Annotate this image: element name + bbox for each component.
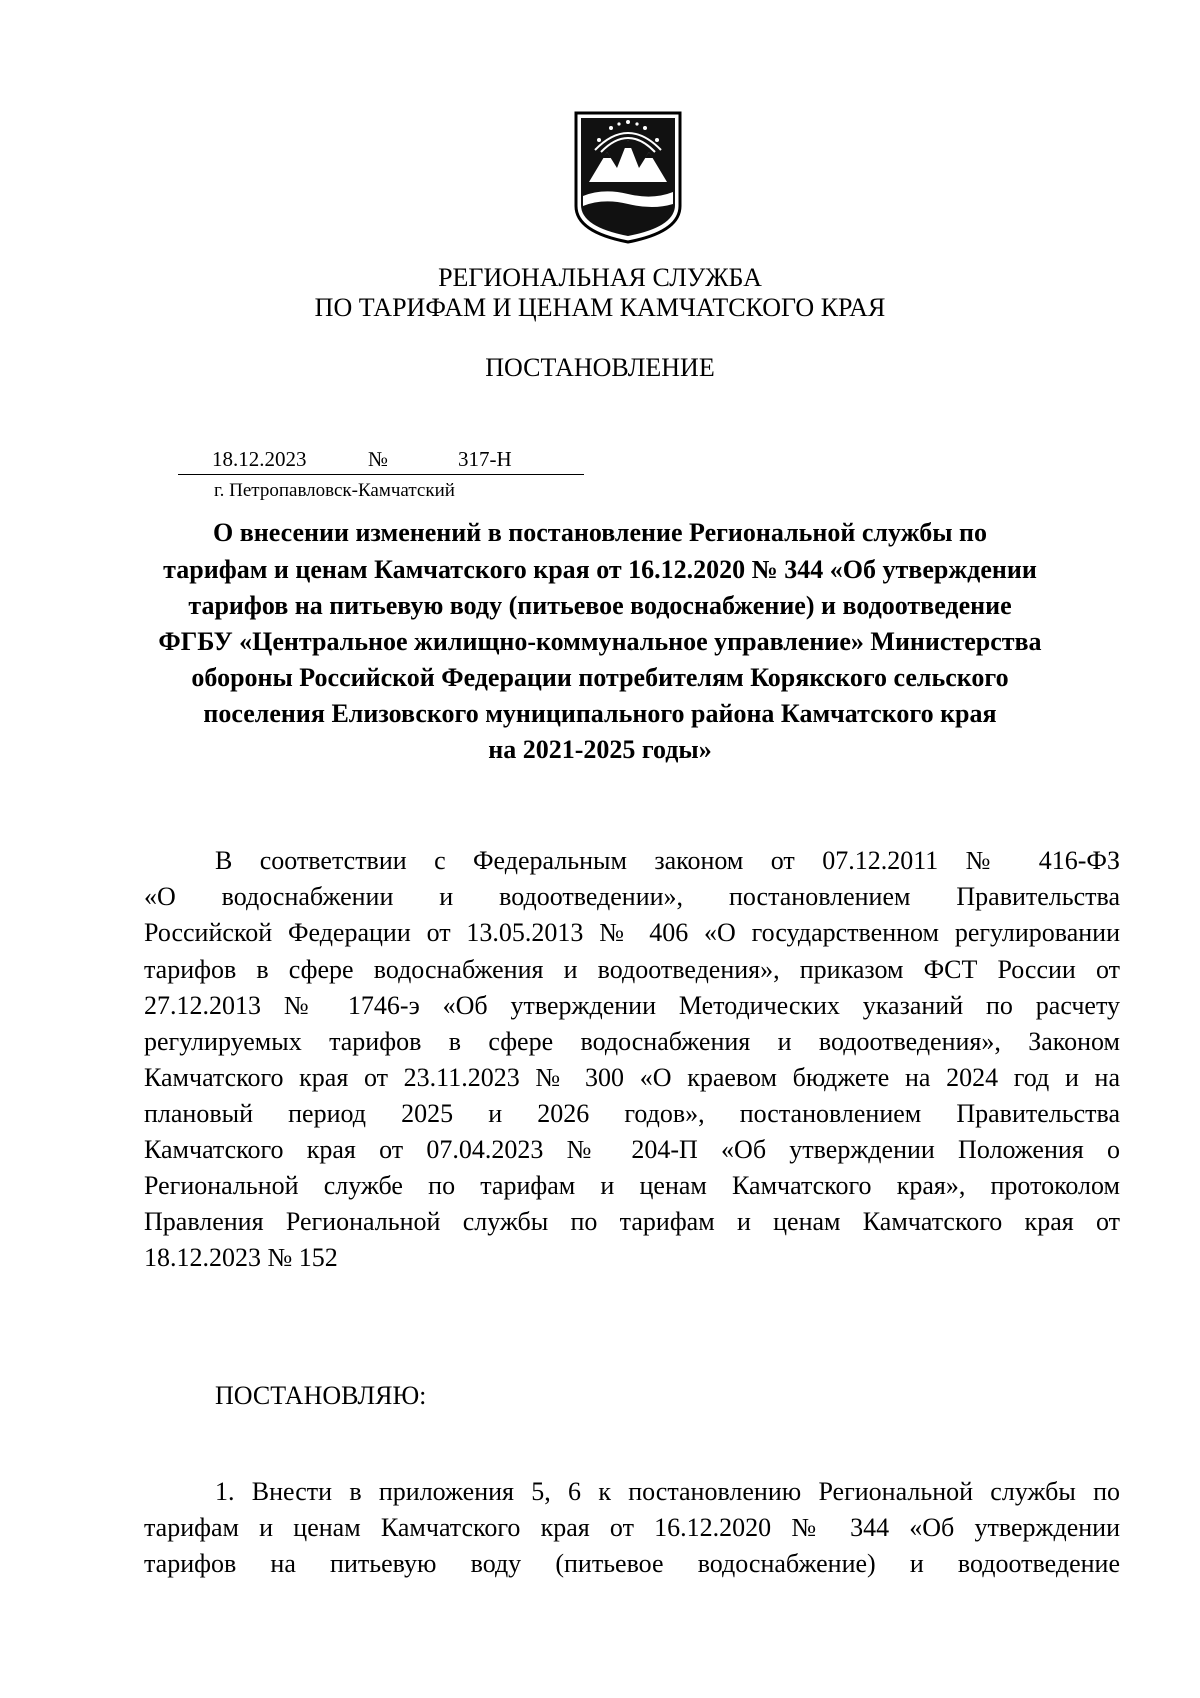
item-line: 1. Внести в приложения 5, 6 к постановлению Региональной службы по — [215, 1477, 1120, 1506]
preamble-line: Камчатского края от 23.11.2023 № 300 «О краевом бюджете на 2024 год и на — [144, 1063, 1120, 1092]
org-name-line1: РЕГИОНАЛЬНАЯ СЛУЖБА — [438, 263, 762, 292]
document-type: ПОСТАНОВЛЕНИЕ — [485, 353, 715, 382]
preamble-line: Российской Федерации от 13.05.2013 № 406 «О государственном регулировании — [144, 918, 1120, 947]
preamble-line: 27.12.2013 № 1746-э «Об утверждении Методических указаний по расчету — [144, 991, 1120, 1020]
decree-word: ПОСТАНОВЛЯЮ: — [215, 1381, 427, 1410]
coat-of-arms-icon — [573, 110, 683, 244]
preamble-line: 18.12.2023 № 152 — [144, 1243, 338, 1272]
date-number-line — [178, 446, 584, 475]
item-line: тарифов на питьевую воду (питьевое водоснабжение) и водоотведение — [144, 1549, 1120, 1578]
city-name: г. Петропавловск-Камчатский — [214, 480, 455, 501]
document-number: 317-Н — [458, 447, 512, 471]
item-line: тарифам и ценам Камчатского края от 16.12.2020 № 344 «Об утверждении — [144, 1513, 1120, 1542]
preamble-line: Правления Региональной службы по тарифам и ценам Камчатского края от — [144, 1207, 1120, 1236]
preamble-line: Региональной службе по тарифам и ценам Камчатского края», протоколом — [144, 1171, 1120, 1200]
title-line: поселения Елизовского муниципального района Камчатского края — [203, 699, 997, 728]
title-line: обороны Российской Федерации потребителям Корякского сельского — [191, 663, 1009, 692]
number-sign: № — [368, 447, 389, 471]
preamble-line: В соответствии с Федеральным законом от 07.12.2011 № 416-ФЗ — [215, 846, 1120, 875]
title-line: ФГБУ «Центральное жилищно-коммунальное управление» Министерства — [158, 627, 1042, 656]
preamble-line: тарифов в сфере водоснабжения и водоотведения», приказом ФСТ России от — [144, 955, 1120, 984]
preamble-line: «О водоснабжении и водоотведении», постановлением Правительства — [144, 882, 1120, 911]
org-name-line2: ПО ТАРИФАМ И ЦЕНАМ КАМЧАТСКОГО КРАЯ — [314, 293, 886, 322]
title-line: тарифов на питьевую воду (питьевое водоснабжение) и водоотведение — [188, 591, 1012, 620]
preamble-line: регулируемых тарифов в сфере водоснабжения и водоотведения», Законом — [144, 1027, 1120, 1056]
title-line: на 2021-2025 годы» — [488, 735, 712, 764]
preamble-line: Камчатского края от 07.04.2023 № 204-П «Об утверждении Положения о — [144, 1135, 1120, 1164]
document-date: 18.12.2023 — [212, 447, 307, 471]
title-line: О внесении изменений в постановление Региональной службы по — [213, 518, 987, 547]
preamble-line: плановый период 2025 и 2026 годов», постановлением Правительства — [144, 1099, 1120, 1128]
title-line: тарифам и ценам Камчатского края от 16.12.2020 № 344 «Об утверждении — [163, 555, 1037, 584]
